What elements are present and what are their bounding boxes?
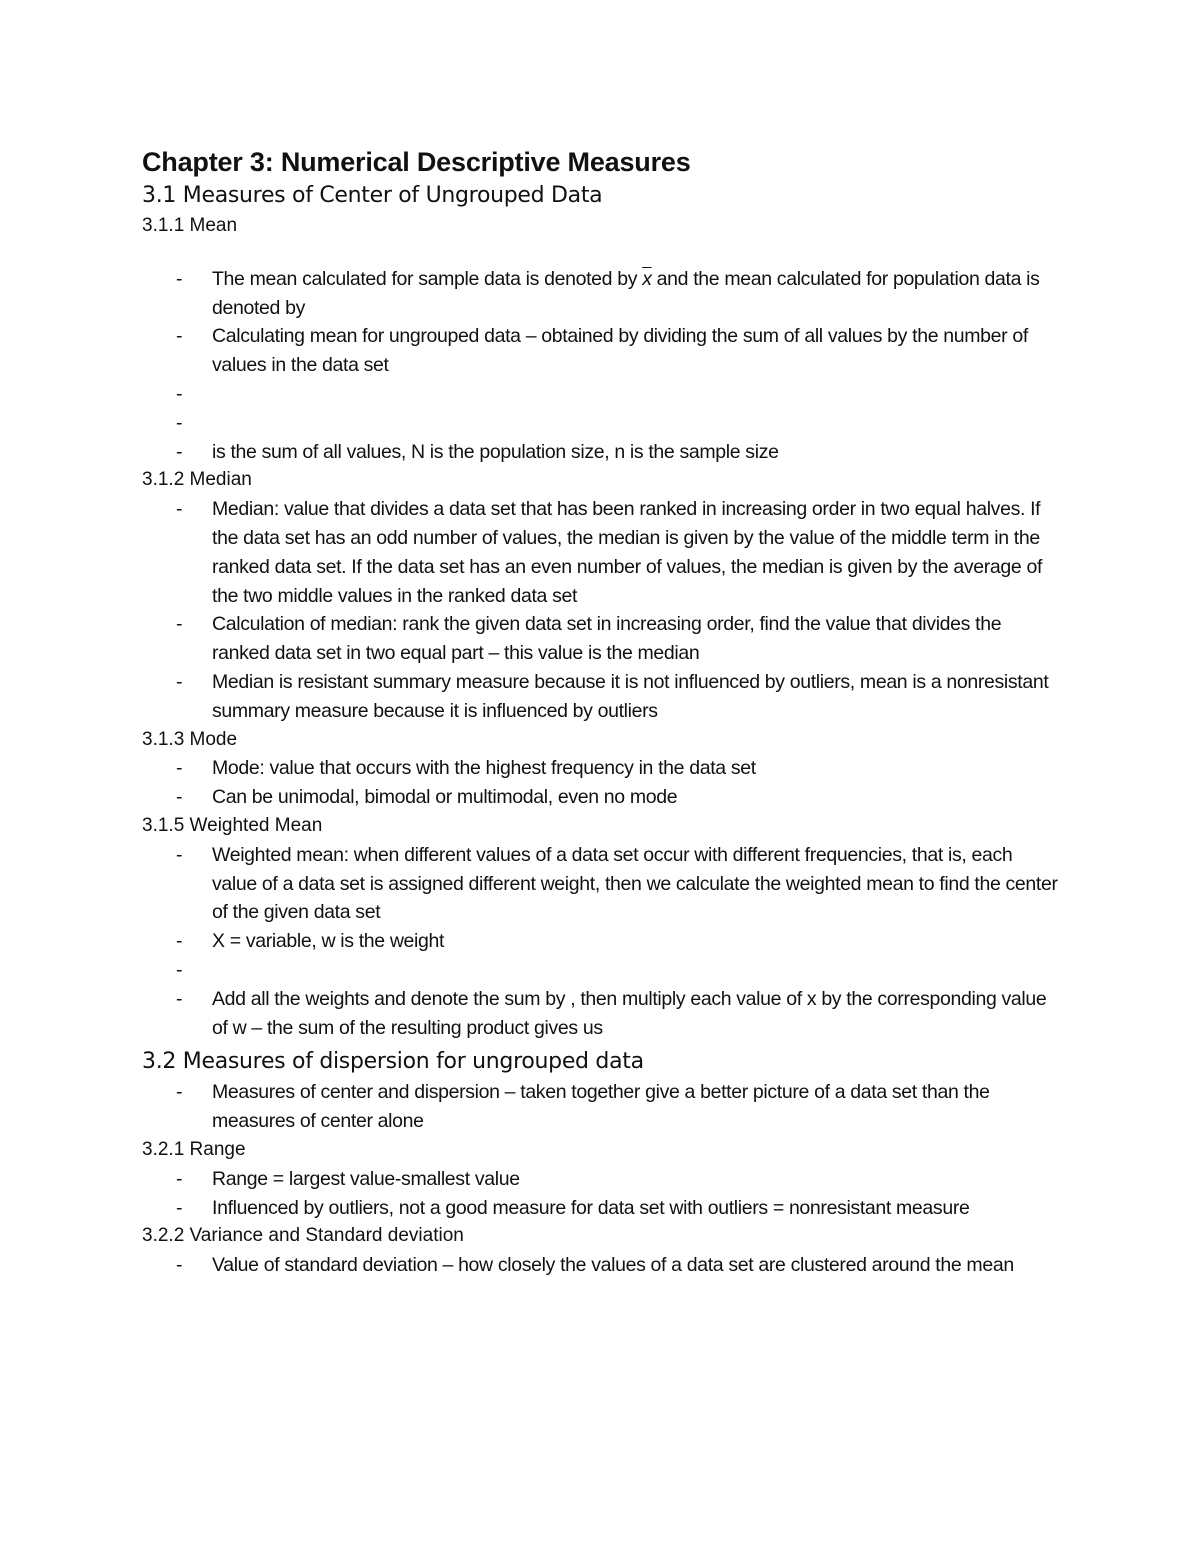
variance-list	[142, 1251, 1062, 1280]
list-item	[142, 1194, 1062, 1223]
subsection-median-title: 3.1.2 Median	[142, 469, 252, 491]
subsection-mean-title: 3.1.1 Mean	[142, 215, 238, 236]
dash-bullet: -	[176, 958, 183, 981]
dash-bullet: -	[176, 1167, 183, 1190]
list-item-text: The mean calculated for sample data is denoted by	[212, 267, 643, 290]
weighted-mean-list	[142, 841, 1062, 1043]
dash-bullet: -	[176, 440, 183, 463]
list-item	[142, 1251, 1062, 1280]
chapter-title: Chapter 3: Numerical Descriptive Measures	[142, 147, 691, 177]
dash-bullet: -	[176, 786, 183, 809]
list-item-text: Value of standard deviation – how closely the values of a data set are clustered around the mean	[212, 1254, 1014, 1277]
list-item	[142, 956, 1062, 985]
list-item	[142, 754, 1062, 783]
dispersion-list	[142, 1078, 1062, 1136]
list-item	[142, 380, 1062, 409]
list-item	[142, 265, 1062, 323]
mode-list	[142, 754, 1062, 812]
list-item	[142, 438, 1062, 467]
dash-bullet: -	[176, 267, 183, 290]
dash-bullet: -	[176, 411, 183, 434]
section-3-2-title: 3.2 Measures of dispersion for ungrouped data	[142, 1049, 644, 1075]
dash-bullet: -	[176, 843, 183, 866]
document-page	[142, 144, 1062, 1280]
list-item-text: is the sum of all values, N is the population size, n is the sample size	[212, 440, 779, 463]
dash-bullet: -	[176, 1081, 183, 1104]
dash-bullet: -	[176, 1254, 183, 1277]
list-item-text: Calculating mean for ungrouped data – obtained by dividing the sum of all values by the number of values in the data set	[212, 325, 1028, 377]
median-list	[142, 495, 1062, 725]
list-item-text: Influenced by outliers, not a good measure for data set with outliers = nonresistant measure	[212, 1196, 970, 1219]
list-item	[142, 322, 1062, 380]
list-item	[142, 927, 1062, 956]
dash-bullet: -	[176, 498, 183, 521]
list-item	[142, 783, 1062, 812]
list-item-text: Weighted mean: when different values of a data set occur with different frequencies, that is, each value of a data set is assigned different weight, then we calculate the weighted mean to find the center of the given data set	[212, 843, 1058, 924]
list-item-text: Calculation of median: rank the given data set in increasing order, find the value that divides the ranked data set in two equal part – this value is the median	[212, 613, 1002, 665]
list-item	[142, 610, 1062, 668]
subsection-weighted-mean-title: 3.1.5 Weighted Mean	[142, 814, 323, 836]
dash-bullet: -	[176, 1196, 183, 1219]
list-item	[142, 985, 1062, 1043]
list-item-text: Median is resistant summary measure because it is not influenced by outliers, mean is a nonresistant summary measure because it is influenced by outliers	[212, 670, 1049, 722]
list-item-text: Measures of center and dispersion – taken together give a better picture of a data set than the measures of center alone	[212, 1081, 990, 1133]
list-item-text: Mode: value that occurs with the highest frequency in the data set	[212, 757, 756, 780]
dash-bullet: -	[176, 930, 183, 953]
list-item	[142, 668, 1062, 726]
x-bar-symbol: $\overline{x}$	[642, 267, 652, 290]
list-item	[142, 841, 1062, 927]
subsection-range-title: 3.2.1 Range	[142, 1138, 246, 1160]
list-item-text: X = variable, w is the weight	[212, 930, 445, 953]
list-item-text: Add all the weights and denote the sum by , then multiply each value of x by the corresponding value of w – the sum of the resulting product gives us	[212, 987, 1047, 1039]
dash-bullet: -	[176, 382, 183, 405]
dash-bullet: -	[176, 613, 183, 636]
subsection-variance-title: 3.2.2 Variance and Standard deviation	[142, 1225, 464, 1247]
list-item	[142, 1078, 1062, 1136]
mean-list	[142, 265, 1062, 467]
list-item	[142, 409, 1062, 438]
list-item-text: Median: value that divides a data set that has been ranked in increasing order in two equal halves. If the data set has an odd number of values, the median is given by the value of the middle term in the ranked data set. If the data set has an even number of values, the median is given by the average of the two middle values in the ranked data set	[212, 498, 1043, 607]
list-item	[142, 495, 1062, 610]
subsection-mode-title: 3.1.3 Mode	[142, 728, 238, 750]
range-list	[142, 1165, 1062, 1223]
dash-bullet: -	[176, 757, 183, 780]
dash-bullet: -	[176, 325, 183, 348]
dash-bullet: -	[176, 670, 183, 693]
spacer	[142, 241, 1062, 265]
list-item-text: Range = largest value-smallest value	[212, 1167, 520, 1190]
section-3-1-title: 3.1 Measures of Center of Ungrouped Data	[142, 183, 603, 208]
list-item	[142, 1165, 1062, 1194]
list-item-text: Can be unimodal, bimodal or multimodal, even no mode	[212, 786, 678, 809]
dash-bullet: -	[176, 987, 183, 1010]
list-item-text: and the mean calculated for population data is denoted by	[212, 267, 1040, 319]
